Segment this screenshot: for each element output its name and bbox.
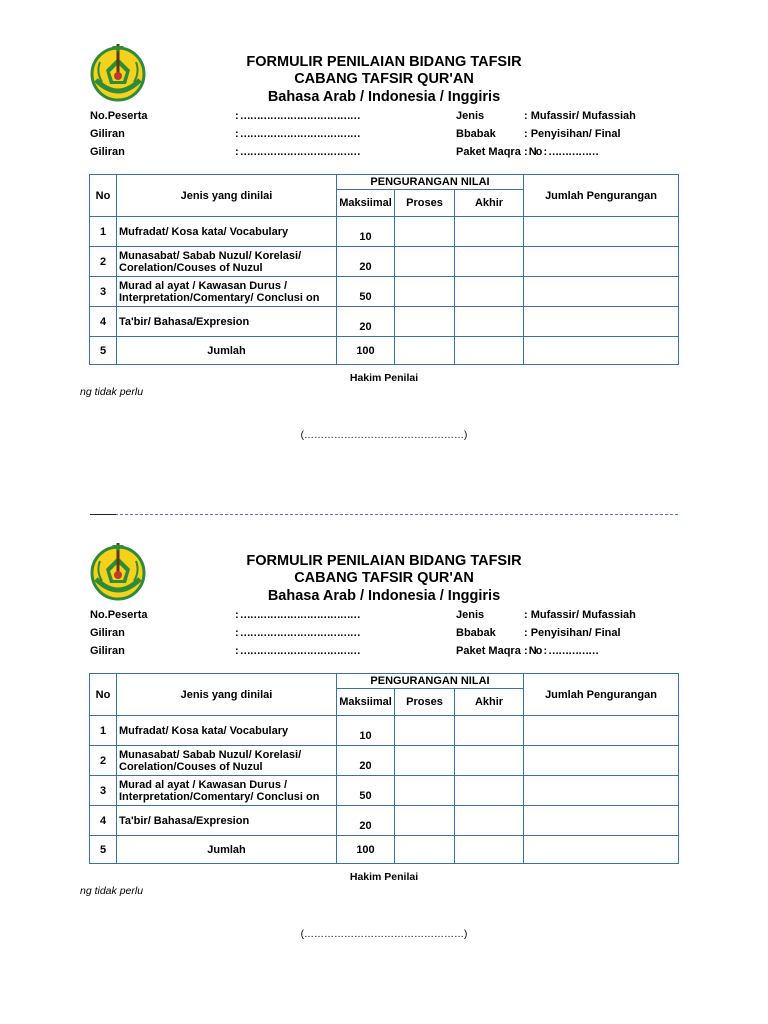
row-criteria	[117, 217, 337, 247]
header-akhir: Akhir	[455, 190, 524, 217]
row-max: 50	[337, 277, 395, 307]
field-label-jenis: Jenis	[456, 110, 485, 122]
cell-jumlah[interactable]	[524, 716, 679, 746]
row-max: 20	[337, 307, 395, 337]
row-criteria	[117, 307, 337, 337]
row-max: 10	[337, 217, 395, 247]
row-criteria-line: Ta'bir/ Bahasa/Expresion	[119, 814, 250, 827]
form-subtitle: CABANG TAFSIR QUR'AN	[294, 570, 474, 586]
cell-jumlah[interactable]	[524, 277, 679, 307]
field-value-babak: : Penyisihan/ Final	[524, 128, 621, 140]
header-jenis: Jenis yang dinilai	[117, 175, 337, 217]
header-akhir: Akhir	[455, 689, 524, 716]
form-title: FORMULIR PENILAIAN BIDANG TAFSIR	[246, 553, 522, 569]
row-criteria-line: Munasabat/ Sabab Nuzul/ Korelasi/	[119, 748, 302, 761]
table-row	[90, 806, 679, 836]
field-label-babak: Bbabak	[456, 627, 496, 639]
header-jenis: Jenis yang dinilai	[117, 674, 337, 716]
cell-akhir[interactable]	[455, 307, 524, 337]
header-no: No	[90, 674, 117, 716]
field-value-giliran[interactable]: : ………………………………	[235, 627, 360, 639]
assessment-form-bottom	[0, 499, 768, 999]
field-value-no-peserta[interactable]: : ………………………………	[235, 609, 360, 621]
row-max: 20	[337, 806, 395, 836]
cell-proses[interactable]	[395, 217, 455, 247]
row-no: 2	[90, 247, 117, 277]
header-maksimal: Maksiimal	[337, 190, 395, 217]
cell-proses[interactable]	[395, 307, 455, 337]
row-no: 2	[90, 746, 117, 776]
header-proses: Proses	[395, 689, 455, 716]
cell-akhir[interactable]	[455, 836, 524, 864]
field-value-jenis: : Mufassir/ Mufassiah	[524, 110, 636, 122]
row-no: 4	[90, 307, 117, 337]
row-criteria-line: Corelation/Couses of Nuzul	[119, 760, 263, 773]
row-no: 5	[90, 836, 117, 864]
assessment-form-top	[0, 0, 768, 500]
table-row	[90, 776, 679, 806]
table-row	[90, 307, 679, 337]
row-criteria-line: Mufradat/ Kosa kata/ Vocabulary	[119, 724, 289, 737]
field-label-giliran-2: Giliran	[90, 146, 125, 158]
row-criteria-line: Munasabat/ Sabab Nuzul/ Korelasi/	[119, 249, 302, 262]
table-row	[90, 217, 679, 247]
cell-akhir[interactable]	[455, 776, 524, 806]
signature-line[interactable]: (…………………………………………)	[300, 430, 468, 441]
row-criteria	[117, 277, 337, 307]
cell-akhir[interactable]	[455, 277, 524, 307]
table-row	[90, 716, 679, 746]
field-value-paket-maqra[interactable]: : No : ……………	[524, 645, 599, 657]
row-total-label: Jumlah	[117, 836, 337, 864]
judge-label: Hakim Penilai	[349, 871, 419, 883]
cell-akhir[interactable]	[455, 217, 524, 247]
row-criteria-line: Murad al ayat / Kawasan Durus /	[119, 279, 288, 292]
row-criteria-line: Ta'bir/ Bahasa/Expresion	[119, 315, 250, 328]
field-label-paket-maqra: Paket Maqra	[456, 146, 521, 158]
table-row-total	[90, 337, 679, 365]
row-criteria	[117, 806, 337, 836]
table-row-total	[90, 836, 679, 864]
header-jumlah-pengurangan: Jumlah Pengurangan	[524, 674, 679, 716]
row-no: 1	[90, 217, 117, 247]
cell-proses[interactable]	[395, 776, 455, 806]
signature-line[interactable]: (…………………………………………)	[300, 929, 468, 940]
row-criteria	[117, 247, 337, 277]
cell-proses[interactable]	[395, 836, 455, 864]
assessment-table	[89, 673, 679, 864]
field-value-no-peserta[interactable]: : ………………………………	[235, 110, 360, 122]
cell-jumlah[interactable]	[524, 746, 679, 776]
row-max-total: 100	[337, 337, 395, 365]
cell-proses[interactable]	[395, 746, 455, 776]
field-value-giliran[interactable]: : ………………………………	[235, 128, 360, 140]
row-no: 5	[90, 337, 117, 365]
form-subtitle: CABANG TAFSIR QUR'AN	[294, 71, 474, 87]
cell-jumlah[interactable]	[524, 776, 679, 806]
field-value-giliran-2[interactable]: : ………………………………	[235, 146, 360, 158]
row-total-label: Jumlah	[117, 337, 337, 365]
field-label-giliran: Giliran	[90, 627, 125, 639]
footnote: ng tidak perlu	[80, 386, 144, 398]
table-row	[90, 277, 679, 307]
cell-akhir[interactable]	[455, 716, 524, 746]
cell-jumlah[interactable]	[524, 836, 679, 864]
row-criteria-line: Interpretation/Comentary/ Conclusi on	[119, 291, 320, 304]
field-value-jenis: : Mufassir/ Mufassiah	[524, 609, 636, 621]
assessment-table	[89, 174, 679, 365]
row-criteria	[117, 776, 337, 806]
cell-akhir[interactable]	[455, 806, 524, 836]
row-no: 3	[90, 277, 117, 307]
cell-jumlah[interactable]	[524, 217, 679, 247]
field-value-giliran-2[interactable]: : ………………………………	[235, 645, 360, 657]
row-no: 4	[90, 806, 117, 836]
field-label-jenis: Jenis	[456, 609, 485, 621]
form-title: FORMULIR PENILAIAN BIDANG TAFSIR	[246, 54, 522, 70]
table-row	[90, 746, 679, 776]
row-max: 20	[337, 746, 395, 776]
cell-proses[interactable]	[395, 277, 455, 307]
field-label-babak: Bbabak	[456, 128, 496, 140]
cell-proses[interactable]	[395, 806, 455, 836]
form-languages: Bahasa Arab / Indonesia / Inggiris	[267, 588, 501, 604]
field-label-giliran: Giliran	[90, 128, 125, 140]
row-criteria-line: Interpretation/Comentary/ Conclusi on	[119, 790, 320, 803]
cell-proses[interactable]	[395, 247, 455, 277]
header-proses: Proses	[395, 190, 455, 217]
cell-jumlah[interactable]	[524, 337, 679, 365]
row-criteria	[117, 746, 337, 776]
row-criteria-line: Corelation/Couses of Nuzul	[119, 261, 263, 274]
header-jumlah-pengurangan: Jumlah Pengurangan	[524, 175, 679, 217]
cell-proses[interactable]	[395, 716, 455, 746]
row-no: 3	[90, 776, 117, 806]
header-pengurangan: PENGURANGAN NILAI	[337, 175, 524, 190]
field-label-no-peserta: No.Peserta	[90, 609, 148, 621]
cell-akhir[interactable]	[455, 337, 524, 365]
table-row	[90, 247, 679, 277]
cell-proses[interactable]	[395, 337, 455, 365]
header-no: No	[90, 175, 117, 217]
row-max: 20	[337, 247, 395, 277]
row-criteria-line: Murad al ayat / Kawasan Durus /	[119, 778, 288, 791]
field-label-paket-maqra: Paket Maqra	[456, 645, 521, 657]
field-label-no-peserta: No.Peserta	[90, 110, 148, 122]
field-value-paket-maqra[interactable]: : No : ……………	[524, 146, 599, 158]
judge-label: Hakim Penilai	[349, 372, 419, 384]
field-label-giliran-2: Giliran	[90, 645, 125, 657]
header-maksimal: Maksiimal	[337, 689, 395, 716]
form-languages: Bahasa Arab / Indonesia / Inggiris	[267, 89, 501, 105]
cell-jumlah[interactable]	[524, 307, 679, 337]
row-max: 50	[337, 776, 395, 806]
row-no: 1	[90, 716, 117, 746]
row-max-total: 100	[337, 836, 395, 864]
cell-jumlah[interactable]	[524, 806, 679, 836]
field-value-babak: : Penyisihan/ Final	[524, 627, 621, 639]
row-max: 10	[337, 716, 395, 746]
row-criteria-line: Mufradat/ Kosa kata/ Vocabulary	[119, 225, 289, 238]
footnote: ng tidak perlu	[80, 885, 144, 897]
cell-akhir[interactable]	[455, 247, 524, 277]
cell-akhir[interactable]	[455, 746, 524, 776]
header-pengurangan: PENGURANGAN NILAI	[337, 674, 524, 689]
row-criteria	[117, 716, 337, 746]
cell-jumlah[interactable]	[524, 247, 679, 277]
